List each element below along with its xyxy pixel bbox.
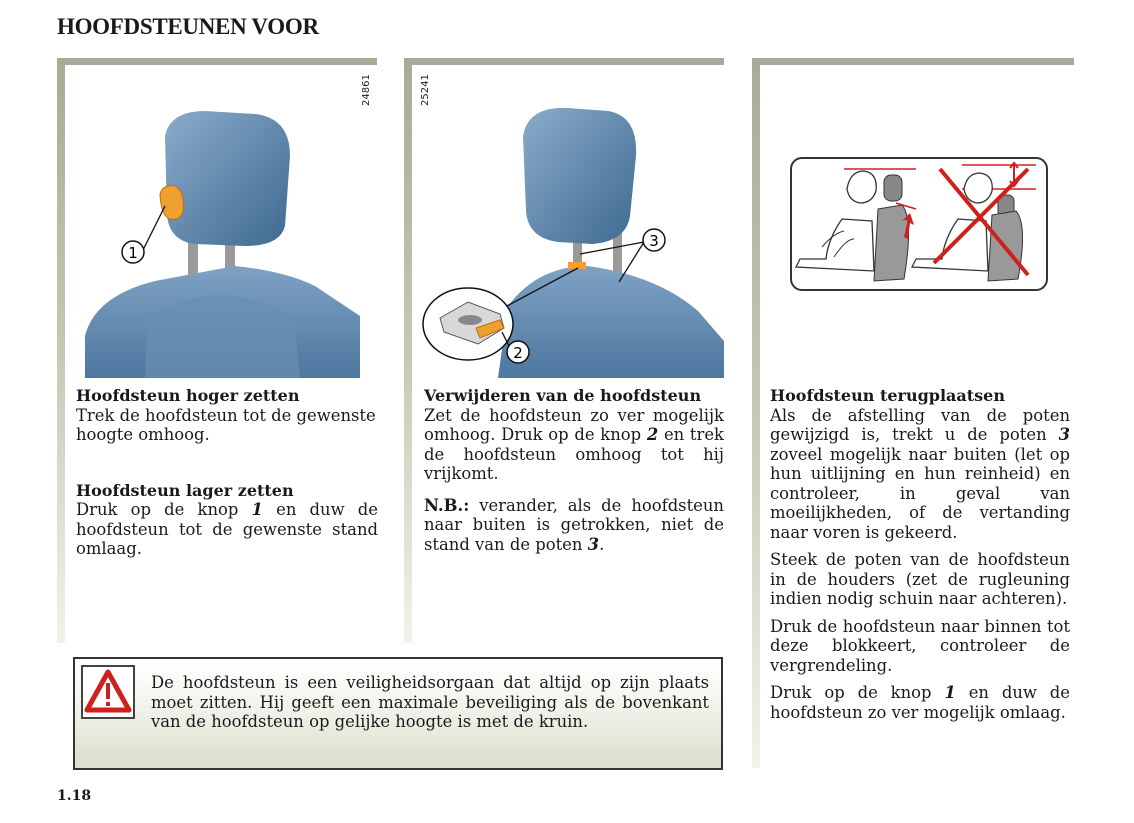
column-3	[752, 58, 1074, 768]
headrest-cushion	[523, 108, 636, 244]
text-lower: Druk op de knop 1 en duw de hoofdsteun tot de gewenste stand omlaag.	[76, 500, 378, 558]
headrest-refit-figure	[790, 157, 1048, 291]
figure-number-2: 25241	[420, 74, 431, 106]
headrest-raise-figure	[85, 66, 377, 378]
correct-position	[796, 169, 916, 281]
safety-warning-box	[73, 657, 723, 770]
headrest-remove-figure	[418, 66, 724, 378]
heading-remove: Verwijderen van de hoofdsteun	[424, 386, 702, 405]
text-remove: Zet de hoofdsteun zo ver mogelijk omhoog. Druk op de knop 2 en trek de hoofdsteun omhoog tot hij vrijkomt.	[424, 405, 724, 483]
figure-number-1: 24861	[361, 74, 372, 106]
page-number: 1.18	[57, 788, 92, 804]
heading-refit: Hoofdsteun terugplaatsen	[770, 386, 1005, 405]
headrest-refit-illustration	[792, 159, 1046, 289]
column-1-side-bar	[57, 58, 65, 643]
safety-warning-text: De hoofdsteun is een veiligheidsorgaan dat altijd op zijn plaats moet zitten. Hij geeft een maximale beveiliging als de bovenkant van de hoofdsteun op gelijke hoogte is met de kruin.	[151, 673, 709, 731]
column-2-top-bar	[404, 58, 724, 65]
text-raise: Trek de hoofdsteun tot de gewenste hoogte omhoog.	[76, 405, 376, 444]
callout-label-3: 3	[649, 232, 659, 250]
column-1-top-bar	[57, 58, 377, 65]
text-refit-4: Druk op de knop 1 en duw de hoofdsteun zo ver mogelijk omlaag.	[770, 683, 1070, 722]
callout-label-1: 1	[128, 244, 138, 262]
callout-line-1	[143, 206, 165, 250]
incorrect-position	[912, 163, 1036, 281]
note-remove: N.B.: verander, als de hoofdsteun naar buiten is getrokken, niet de stand van de poten 3.	[424, 495, 724, 554]
heading-lower: Hoofdsteun lager zetten	[76, 480, 294, 500]
column-2-text	[424, 386, 724, 562]
column-3-top-bar	[752, 58, 1074, 65]
text-refit-1: Als de afstelling van de poten gewijzigd is, trekt u de poten 3 zoveel mogelijk naar buiten (let op hun uitlijning en hun reinheid) en controleer, in geval van moeilijkheden, of de vertanding naar voren is gekeerd.	[770, 405, 1070, 542]
text-refit-3: Druk de hoofdsteun naar binnen tot deze blokkeert, controleer de vergrendeling.	[770, 616, 1070, 675]
column-1-text	[76, 386, 378, 567]
headrest-button-1	[160, 186, 183, 220]
callout-label-2: 2	[513, 344, 523, 362]
column-3-side-bar	[752, 58, 760, 768]
heading-raise: Hoofdsteun hoger zetten	[76, 386, 300, 405]
headrest-remove-illustration	[418, 66, 724, 378]
page-title: HOOFDSTEUNEN VOOR	[57, 14, 319, 39]
text-refit-2: Steek de poten van de hoofdsteun in de houders (zet de rugleuning indien nodig schuin naar achteren).	[770, 550, 1070, 608]
headrest-cushion	[165, 111, 290, 246]
column-2	[404, 58, 724, 643]
warning-triangle-icon	[81, 665, 135, 719]
column-1	[57, 58, 377, 643]
column-3-text	[770, 386, 1070, 730]
headrest-raise-illustration	[85, 66, 377, 378]
seat-backrest	[498, 266, 724, 378]
zoom-post-hole	[458, 315, 482, 325]
column-2-side-bar	[404, 58, 412, 643]
